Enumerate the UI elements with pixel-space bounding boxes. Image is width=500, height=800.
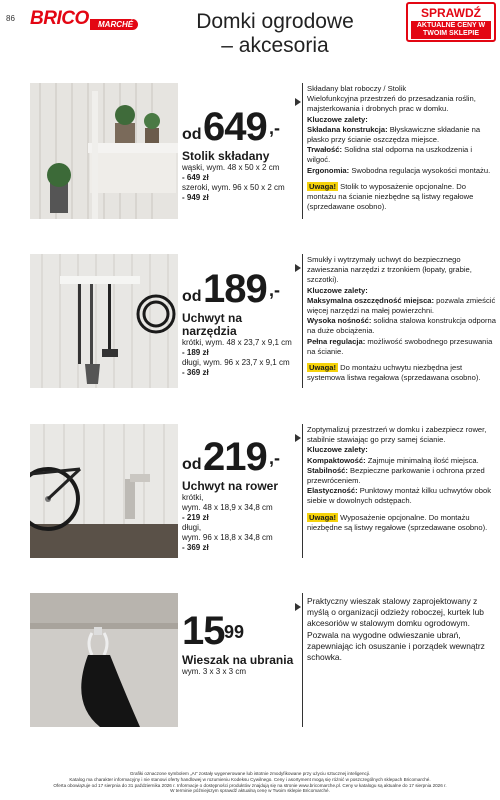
feature-value: Swobodna regulacja wysokości montażu. [349, 165, 491, 175]
product-4-name: Wieszak na ubrania [182, 653, 294, 667]
features-title: Kluczowe zalety: [307, 285, 368, 295]
product-3-price-1: - 219 zł [182, 513, 209, 522]
brand-logo[interactable] [30, 8, 134, 34]
divider-line [302, 424, 303, 558]
footer-line: Oferta obowiązuje od 17 sierpnia do 31 października 2026 r. Informacje o dostępności produktów znajdują się na stronie www.bricomarche.pl. Ceny w katalogu są aktualne do 17 sierpnia 2026 r. [53, 782, 447, 788]
feature-item [307, 296, 497, 316]
check-prices-badge [406, 2, 496, 42]
price-main: 649 [203, 105, 267, 149]
badge-subline: AKTUALNE CENY W TWOIM SKLEPIE [411, 21, 491, 39]
legal-footer [0, 771, 500, 794]
feature-item [307, 125, 497, 145]
feature-item [307, 337, 497, 357]
price-prefix: od [182, 288, 202, 305]
page-title-line1: Domki ogrodowe [196, 10, 354, 33]
product-4-info [182, 609, 300, 677]
connector-arrow [295, 434, 301, 442]
product-1-size-2: szeroki, wym. 96 x 50 x 2 cm [182, 183, 285, 192]
product-1-size-1: wąski, wym. 48 x 50 x 2 cm [182, 163, 280, 172]
footer-line: Grafiki oznaczone symbolem „AI” zostały wygenerowane lub istotnie zmodyfikowane przy użyciu sztucznej inteligencji. [129, 771, 371, 776]
product-1-name: Stolik składany [182, 149, 270, 163]
desc-body: Wielofunkcyjna przestrzeń do przesadzania roślin, majsterkowania i drobnych prac w domku. [307, 94, 476, 114]
feature-key: Stabilność: [307, 465, 348, 475]
connector-arrow [295, 98, 301, 106]
notice-label: Uwaga! [309, 363, 337, 373]
feature-value: solidna stalowa konstrukcja odporna na duże obciążenia. [307, 316, 496, 336]
price-prefix: od [182, 456, 202, 473]
price-cents: ,- [269, 280, 280, 300]
feature-item [307, 456, 497, 466]
price-cents: ,- [269, 118, 280, 138]
product-4-price [182, 609, 300, 653]
product-1-description [307, 84, 497, 212]
page-title [180, 10, 370, 58]
notice [307, 182, 497, 213]
feature-item [307, 316, 497, 336]
price-prefix: od [182, 126, 202, 143]
product-3-price [182, 435, 300, 479]
product-2-info [182, 267, 300, 378]
product-3-size-1-label: krótki, [182, 493, 204, 502]
feature-key: Składana konstrukcja: [307, 124, 388, 134]
product-2-price [182, 267, 300, 311]
product-4-size: wym. 3 x 3 x 3 cm [182, 667, 247, 676]
notice [307, 363, 497, 383]
page-number: 86 [6, 14, 15, 23]
product-3-description [307, 425, 497, 533]
price-cents: 99 [224, 622, 245, 642]
price-main: 189 [203, 267, 267, 311]
product-1-price-2: - 949 zł [182, 193, 209, 202]
notice [307, 513, 497, 533]
product-3-size-2-label: długi, [182, 523, 202, 532]
feature-value: Punktowy montaż kilku uchwytów obok siebie w dowolnych odstępach. [307, 486, 492, 506]
desc-body: Praktyczny wieszak stalowy zaprojektowany z myślą o organizacji odzieży roboczej, kurtek lub akcesoriów w stalowym domku ogrodowym. Pozwala na wygodne odwieszanie ubrań, zapewniając ich osuszanie i porządek wewnątrz schowka. [307, 596, 485, 663]
notice-text: Do montażu uchwytu niezbędna jest systemowa listwa regałowa (sprzedawana osobno). [307, 363, 481, 383]
product-2-description [307, 255, 497, 383]
divider-line [302, 593, 303, 727]
product-2-price-2: - 369 zł [182, 368, 209, 377]
folding-table-photo [30, 83, 178, 219]
connector-arrow [295, 264, 301, 272]
notice-label: Uwaga! [309, 512, 337, 522]
price-cents: ,- [269, 448, 280, 468]
feature-key: Trwałość: [307, 145, 343, 155]
price-main: 219 [203, 435, 267, 479]
product-1-price [182, 105, 300, 149]
feature-item [307, 145, 497, 165]
feature-item [307, 166, 497, 176]
feature-value: Zajmuje minimalną ilość miejsca. [365, 455, 479, 465]
notice-label: Uwaga! [309, 181, 337, 191]
feature-value: pozwala zmieścić więcej narzędzi na małej powierzchni. [307, 295, 496, 316]
desc-body: Zoptymalizuj przestrzeń w domku i zabezpiecz rower, stabilnie stawiając go przy samej ścianie. [307, 425, 487, 445]
feature-value: Solidna stal odporna na uszkodzenia i wilgoć. [307, 145, 473, 165]
product-3-size-2: wym. 96 x 18,8 x 34,8 cm [182, 533, 273, 542]
page-title-line2: – akcesoria [221, 34, 329, 57]
product-3-info [182, 435, 300, 553]
divider-line [302, 83, 303, 219]
feature-key: Wysoka nośność: [307, 316, 372, 326]
clothes-hanger-photo [30, 593, 178, 727]
desc-intro: Składany blat roboczy / Stolik [307, 84, 407, 93]
feature-item [307, 486, 497, 506]
feature-key: Kompaktowość: [307, 455, 366, 465]
features-title: Kluczowe zalety: [307, 114, 368, 124]
product-3-size-1: wym. 48 x 18,9 x 34,8 cm [182, 503, 273, 512]
feature-key: Maksymalna oszczędność miejsca: [307, 295, 435, 305]
product-3-name: Uchwyt na rower [182, 479, 279, 493]
features-title: Kluczowe zalety: [307, 445, 368, 455]
footer-line: Katalog ma charakter informacyjny i nie stanowi oferty handlowej w rozumieniu Kodeksu Cywilnego. Ceny i asortyment mogą się różnić w poszczególnych sklepach Bricomarché. [69, 776, 431, 782]
product-2-name: Uchwyt na narzędzia [182, 311, 243, 338]
product-2-size-1: krótki, wym. 48 x 23,7 x 9,1 cm [182, 338, 292, 347]
logo-sub-text: MARCHÉ [90, 19, 138, 30]
notice-text: Stolik to wyposażenie opcjonalne. Do montażu na ścianie niezbędne są listwy regałowe (sprzedawane osobno). [307, 181, 474, 212]
feature-value: Błyskawiczne składanie na płasko przy ścianie oszczędza miejsce. [307, 124, 481, 145]
logo-brand-text: BRICO [30, 8, 89, 29]
product-4-description [307, 596, 497, 663]
feature-value: możliwość swobodnego przesuwania na ścianie. [307, 336, 493, 356]
feature-value: Bezpieczne parkowanie i ochrona przed przewróceniem. [307, 465, 485, 486]
price-main: 15 [182, 609, 225, 653]
desc-body: Smukły i wytrzymały uchwyt do bezpiecznego zawieszania narzędzi z trzonkiem (łopaty, grabie, szczotki). [307, 255, 472, 285]
footer-line: W terminie późniejszym sprawdź aktualną cenę w Twoim sklepie Bricomarché. [170, 788, 330, 794]
tool-holder-photo [30, 254, 178, 388]
product-1-info [182, 105, 300, 203]
badge-headline: SPRAWDŹ [421, 6, 481, 20]
product-1-price-1: - 649 zł [182, 173, 209, 182]
bike-holder-photo [30, 424, 178, 558]
divider-line [302, 254, 303, 388]
notice-text: Wyposażenie opcjonalne. Do montażu niezbędne są listwy regałowe (sprzedawane osobno). [307, 512, 488, 532]
feature-item [307, 466, 497, 486]
product-2-price-1: - 189 zł [182, 348, 209, 357]
feature-key: Elastyczność: [307, 486, 358, 496]
connector-arrow [295, 603, 301, 611]
product-2-size-2: długi, wym. 96 x 23,7 x 9,1 cm [182, 358, 290, 367]
feature-key: Ergonomia: [307, 165, 350, 175]
product-3-price-2: - 369 zł [182, 543, 209, 552]
feature-key: Pełna regulacja: [307, 336, 366, 346]
